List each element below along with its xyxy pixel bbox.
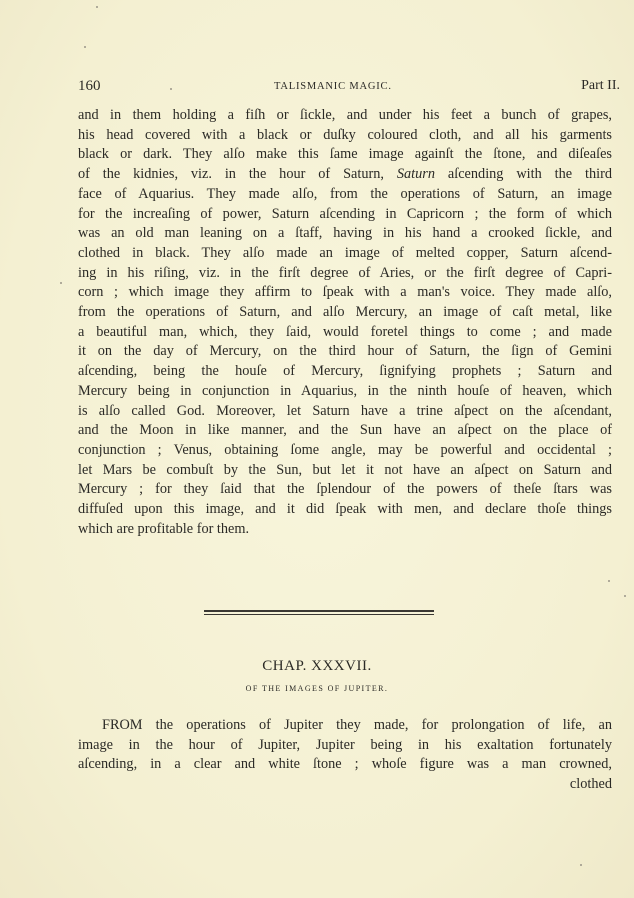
paper-speck xyxy=(170,88,172,90)
chapter-title: CHAP. XXXVII. xyxy=(262,658,372,674)
text-line: Mercury being in conjunction in Aquarius, in the ninth houſe of heaven, which xyxy=(78,382,612,399)
text-line: his head covered with a black or duſky coloured cloth, and all his garments xyxy=(78,126,612,143)
section-divider xyxy=(204,610,434,615)
page-number: 160 xyxy=(78,78,101,94)
chapter-text xyxy=(78,716,612,795)
text-line: from the operations of Saturn, and alſo Mercury, an image of caſt metal, like xyxy=(78,304,612,321)
catchword: clothed xyxy=(569,776,612,793)
body-text xyxy=(78,106,612,539)
text-line: image in the hour of Jupiter, Jupiter being in his exaltation fortunately xyxy=(78,736,612,753)
chapter-subtitle: OF THE IMAGES OF JUPITER. xyxy=(245,684,389,693)
divider-thin-line xyxy=(204,614,434,615)
text-line: let Mars be combuſt by the Sun, but let it not have an aſpect on Saturn and xyxy=(78,461,612,478)
text-line: for the increaſing of power, Saturn aſcending in Capricorn ; the form of which xyxy=(78,205,612,222)
text-line: corn ; which image they affirm to ſpeak with a man's voice. They made alſo, xyxy=(78,284,612,301)
text-line: black or dark. They alſo make this ſame image againſt the ſtone, and diſeaſes xyxy=(78,146,612,163)
text-line: Mercury ; for they ſaid that the ſplendour of the powers of theſe ſtars was xyxy=(78,481,612,498)
text-line: a beautiful man, which, they ſaid, would foretel things to come ; and made xyxy=(78,323,612,340)
paper-speck xyxy=(624,595,626,597)
text-line: clothed in black. They alſo made an image of melted copper, Saturn aſcend- xyxy=(78,244,612,261)
text-line xyxy=(78,165,612,185)
text-line: conjunction ; Venus, obtaining ſome angle, may be powerful and occidental ; xyxy=(78,441,612,458)
text-line: face of Aquarius. They made alſo, from the operations of Saturn, an image xyxy=(78,185,612,202)
part-label: Part II. xyxy=(581,78,620,93)
text-line: aſcending, being the houſe of Mercury, ſignifying prophets ; Saturn and xyxy=(78,363,612,380)
page-header xyxy=(78,78,620,98)
paper-speck xyxy=(580,864,582,866)
text-line: is alſo called God. Moreover, let Saturn have a trine aſpect on the aſcendant, xyxy=(78,402,612,419)
paper-speck xyxy=(608,580,610,582)
divider-thick-line xyxy=(204,610,434,612)
paper-speck xyxy=(84,46,86,48)
paper-speck xyxy=(60,282,62,284)
text-fragment: aſcending with the third xyxy=(435,166,612,183)
text-line: and the Moon in like manner, and the Sun have an aſpect on the place of xyxy=(78,422,612,439)
text-line: diffuſed upon this image, and it did ſpeak with men, and declare thoſe things xyxy=(78,501,612,518)
text-line: aſcending, in a clear and white ſtone ; whoſe figure was a man crowned, xyxy=(78,756,612,773)
italic-word: Saturn xyxy=(396,166,435,183)
text-fragment: of the kidnies, viz. in the hour of Saturn, xyxy=(78,166,397,183)
text-line: it on the day of Mercury, on the third hour of Saturn, the ſign of Gemini xyxy=(78,343,612,360)
text-line: ing in his riſing, viz. in the firſt degree of Aries, or the firſt degree of Capri- xyxy=(78,264,612,281)
text-line: and in them holding a fiſh or ſickle, and under his feet a bunch of grapes, xyxy=(78,107,612,123)
text-line: was an old man leaning on a ſtaff, having in his hand a crooked ſickle, and xyxy=(78,225,612,242)
running-title: TALISMANIC MAGIC. xyxy=(274,81,392,92)
paper-speck xyxy=(96,6,98,8)
text-line: FROM the operations of Jupiter they made, for prolongation of life, an xyxy=(102,717,612,733)
text-line: which are profitable for them. xyxy=(78,520,250,537)
